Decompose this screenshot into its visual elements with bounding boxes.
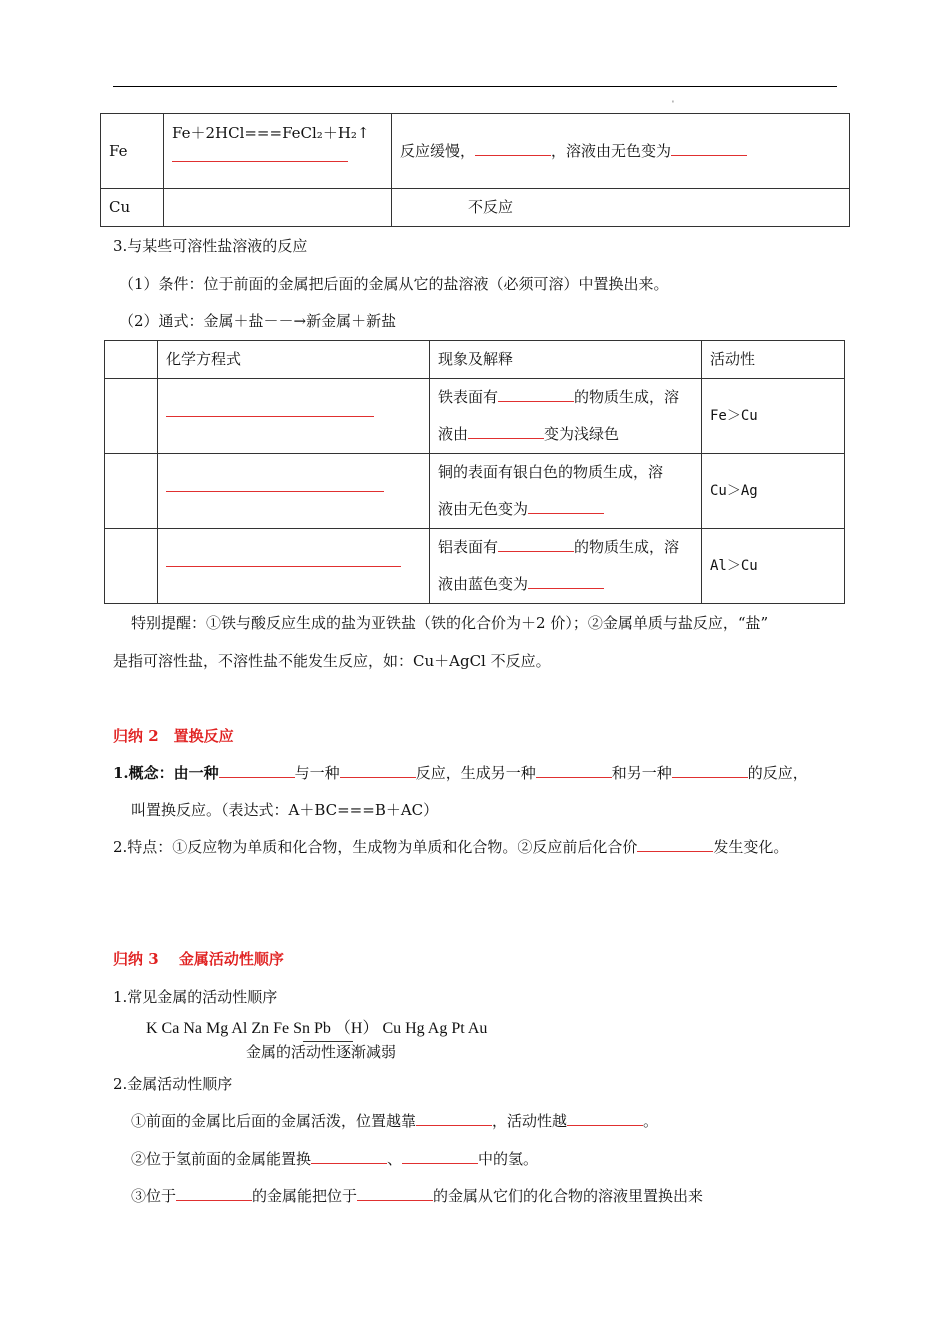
table-row <box>105 454 845 529</box>
text: 的金属能把位于 <box>252 1187 358 1205</box>
activity-cell: Cu＞Ag <box>702 454 845 529</box>
table-row <box>101 189 850 227</box>
answer-blank[interactable] <box>536 763 612 778</box>
empty-cell <box>105 529 158 604</box>
section-heading: 3.与某些可溶性盐溶液的反应 <box>113 237 308 255</box>
activity-cell: Al＞Cu <box>702 529 845 604</box>
answer-blank[interactable] <box>311 1149 387 1164</box>
answer-blank[interactable] <box>166 415 374 417</box>
text: 与一种 <box>294 764 340 782</box>
text: 变为浅绿色 <box>544 425 620 443</box>
section-heading: 1.常见金属的活动性顺序 <box>113 988 278 1006</box>
text: ③位于 <box>131 1187 177 1205</box>
answer-blank[interactable] <box>357 1186 433 1201</box>
metal-cell: Cu <box>101 189 164 227</box>
rule-1 <box>131 1111 658 1131</box>
text: 反应，生成另一种 <box>415 764 536 782</box>
text: 2.特点：①反应物为单质和化合物，生成物为单质和化合物。②反应前后化合价 <box>113 838 638 856</box>
answer-blank[interactable] <box>402 1149 478 1164</box>
section-heading: 2.金属活动性顺序 <box>113 1075 233 1093</box>
activity-series: K Ca Na Mg Al Zn Fe Sn Pb （H） Cu Hg Ag Pt Au <box>146 1020 488 1037</box>
text: ①前面的金属比后面的金属活泼，位置越靠 <box>131 1112 417 1130</box>
text: 的金属从它们的化合物的溶液里置换出来 <box>433 1187 704 1205</box>
salt-reaction-table <box>104 340 845 604</box>
text: ，活动性越 <box>492 1112 568 1130</box>
table-row <box>105 379 845 454</box>
answer-blank[interactable] <box>475 141 551 156</box>
answer-blank[interactable] <box>172 160 348 162</box>
phenomenon-cell <box>430 379 702 454</box>
text: 液由无色变为 <box>438 500 529 518</box>
answer-blank[interactable] <box>340 763 416 778</box>
equation: Fe＋2HCl===FeCl₂＋H₂↑ <box>172 124 370 142</box>
header-rule <box>113 86 837 87</box>
header-empty <box>105 341 158 379</box>
table-row <box>105 529 845 604</box>
table-row <box>101 114 850 189</box>
phenomenon-cell <box>392 114 850 189</box>
answer-blank[interactable] <box>498 537 574 552</box>
answer-blank[interactable] <box>166 490 384 492</box>
text: 铜的表面有银白色的物质生成，溶 <box>438 463 664 481</box>
note-line-1: 特别提醒：①铁与酸反应生成的盐为亚铁盐（铁的化合价为＋2 价）；②金属单质与盐反应，“盐” <box>131 614 769 632</box>
rule-3 <box>131 1186 703 1206</box>
text: ，溶液由无色变为 <box>551 141 672 160</box>
answer-blank[interactable] <box>528 574 604 589</box>
header-activity: 活动性 <box>702 341 845 379</box>
arrow-icon <box>303 1041 353 1042</box>
text: 铁表面有 <box>438 388 499 406</box>
text: 。 <box>643 1112 659 1130</box>
text: 反应缓慢， <box>400 141 476 160</box>
answer-blank[interactable] <box>468 424 544 439</box>
text: 和另一种 <box>611 764 672 782</box>
feature-line <box>113 837 788 857</box>
acid-reaction-table <box>100 113 850 227</box>
equation-cell <box>164 114 392 189</box>
text: 、 <box>387 1150 403 1168</box>
text: 的物质生成，溶 <box>574 388 680 406</box>
answer-blank[interactable] <box>671 141 747 156</box>
metal-cell: Fe <box>101 114 164 189</box>
phenomenon-cell <box>430 454 702 529</box>
phenomenon-cell <box>430 529 702 604</box>
table-header-row <box>105 341 845 379</box>
header-equation: 化学方程式 <box>158 341 430 379</box>
condition-text: （1）条件：位于前面的金属把后面的金属从它的盐溶液（必须可溶）中置换出来。 <box>119 275 669 293</box>
text: 铝表面有 <box>438 538 499 556</box>
text: 液由蓝色变为 <box>438 575 529 593</box>
equation-cell <box>164 189 392 227</box>
rule-2 <box>131 1149 538 1169</box>
answer-blank[interactable] <box>528 499 604 514</box>
equation-cell <box>158 379 430 454</box>
summary2-title: 归纳 2 置换反应 <box>113 727 234 745</box>
header-mark: ' <box>672 100 674 108</box>
concept-line <box>113 763 808 783</box>
text: ②位于氢前面的金属能置换 <box>131 1150 312 1168</box>
answer-blank[interactable] <box>166 565 401 567</box>
activity-trend: 金属的活动性逐渐减弱 <box>246 1043 397 1061</box>
text: 中的氢。 <box>478 1150 539 1168</box>
answer-blank[interactable] <box>567 1111 643 1126</box>
answer-blank[interactable] <box>416 1111 492 1126</box>
empty-cell <box>105 379 158 454</box>
note-line-2: 是指可溶性盐，不溶性盐不能发生反应，如：Cu＋AgCl 不反应。 <box>113 652 551 670</box>
empty-cell <box>105 454 158 529</box>
text: 液由 <box>438 425 469 443</box>
concept-line-2: 叫置换反应。（表达式：A＋BC===B＋AC） <box>131 801 439 819</box>
text: 的物质生成，溶 <box>574 538 680 556</box>
text: 的反应， <box>747 764 808 782</box>
header-phenomenon: 现象及解释 <box>430 341 702 379</box>
answer-blank[interactable] <box>176 1186 252 1201</box>
activity-cell: Fe＞Cu <box>702 379 845 454</box>
text: 1.概念：由一种 <box>113 764 219 782</box>
answer-blank[interactable] <box>637 837 713 852</box>
summary3-title: 归纳 3 金属活动性顺序 <box>113 950 284 968</box>
equation-cell <box>158 454 430 529</box>
answer-blank[interactable] <box>219 763 295 778</box>
phenomenon-cell: 不反应 <box>392 189 850 227</box>
answer-blank[interactable] <box>672 763 748 778</box>
answer-blank[interactable] <box>498 387 574 402</box>
equation-cell <box>158 529 430 604</box>
text: 发生变化。 <box>713 838 789 856</box>
formula-text: （2）通式：金属＋盐－－→新金属＋新盐 <box>119 312 397 330</box>
